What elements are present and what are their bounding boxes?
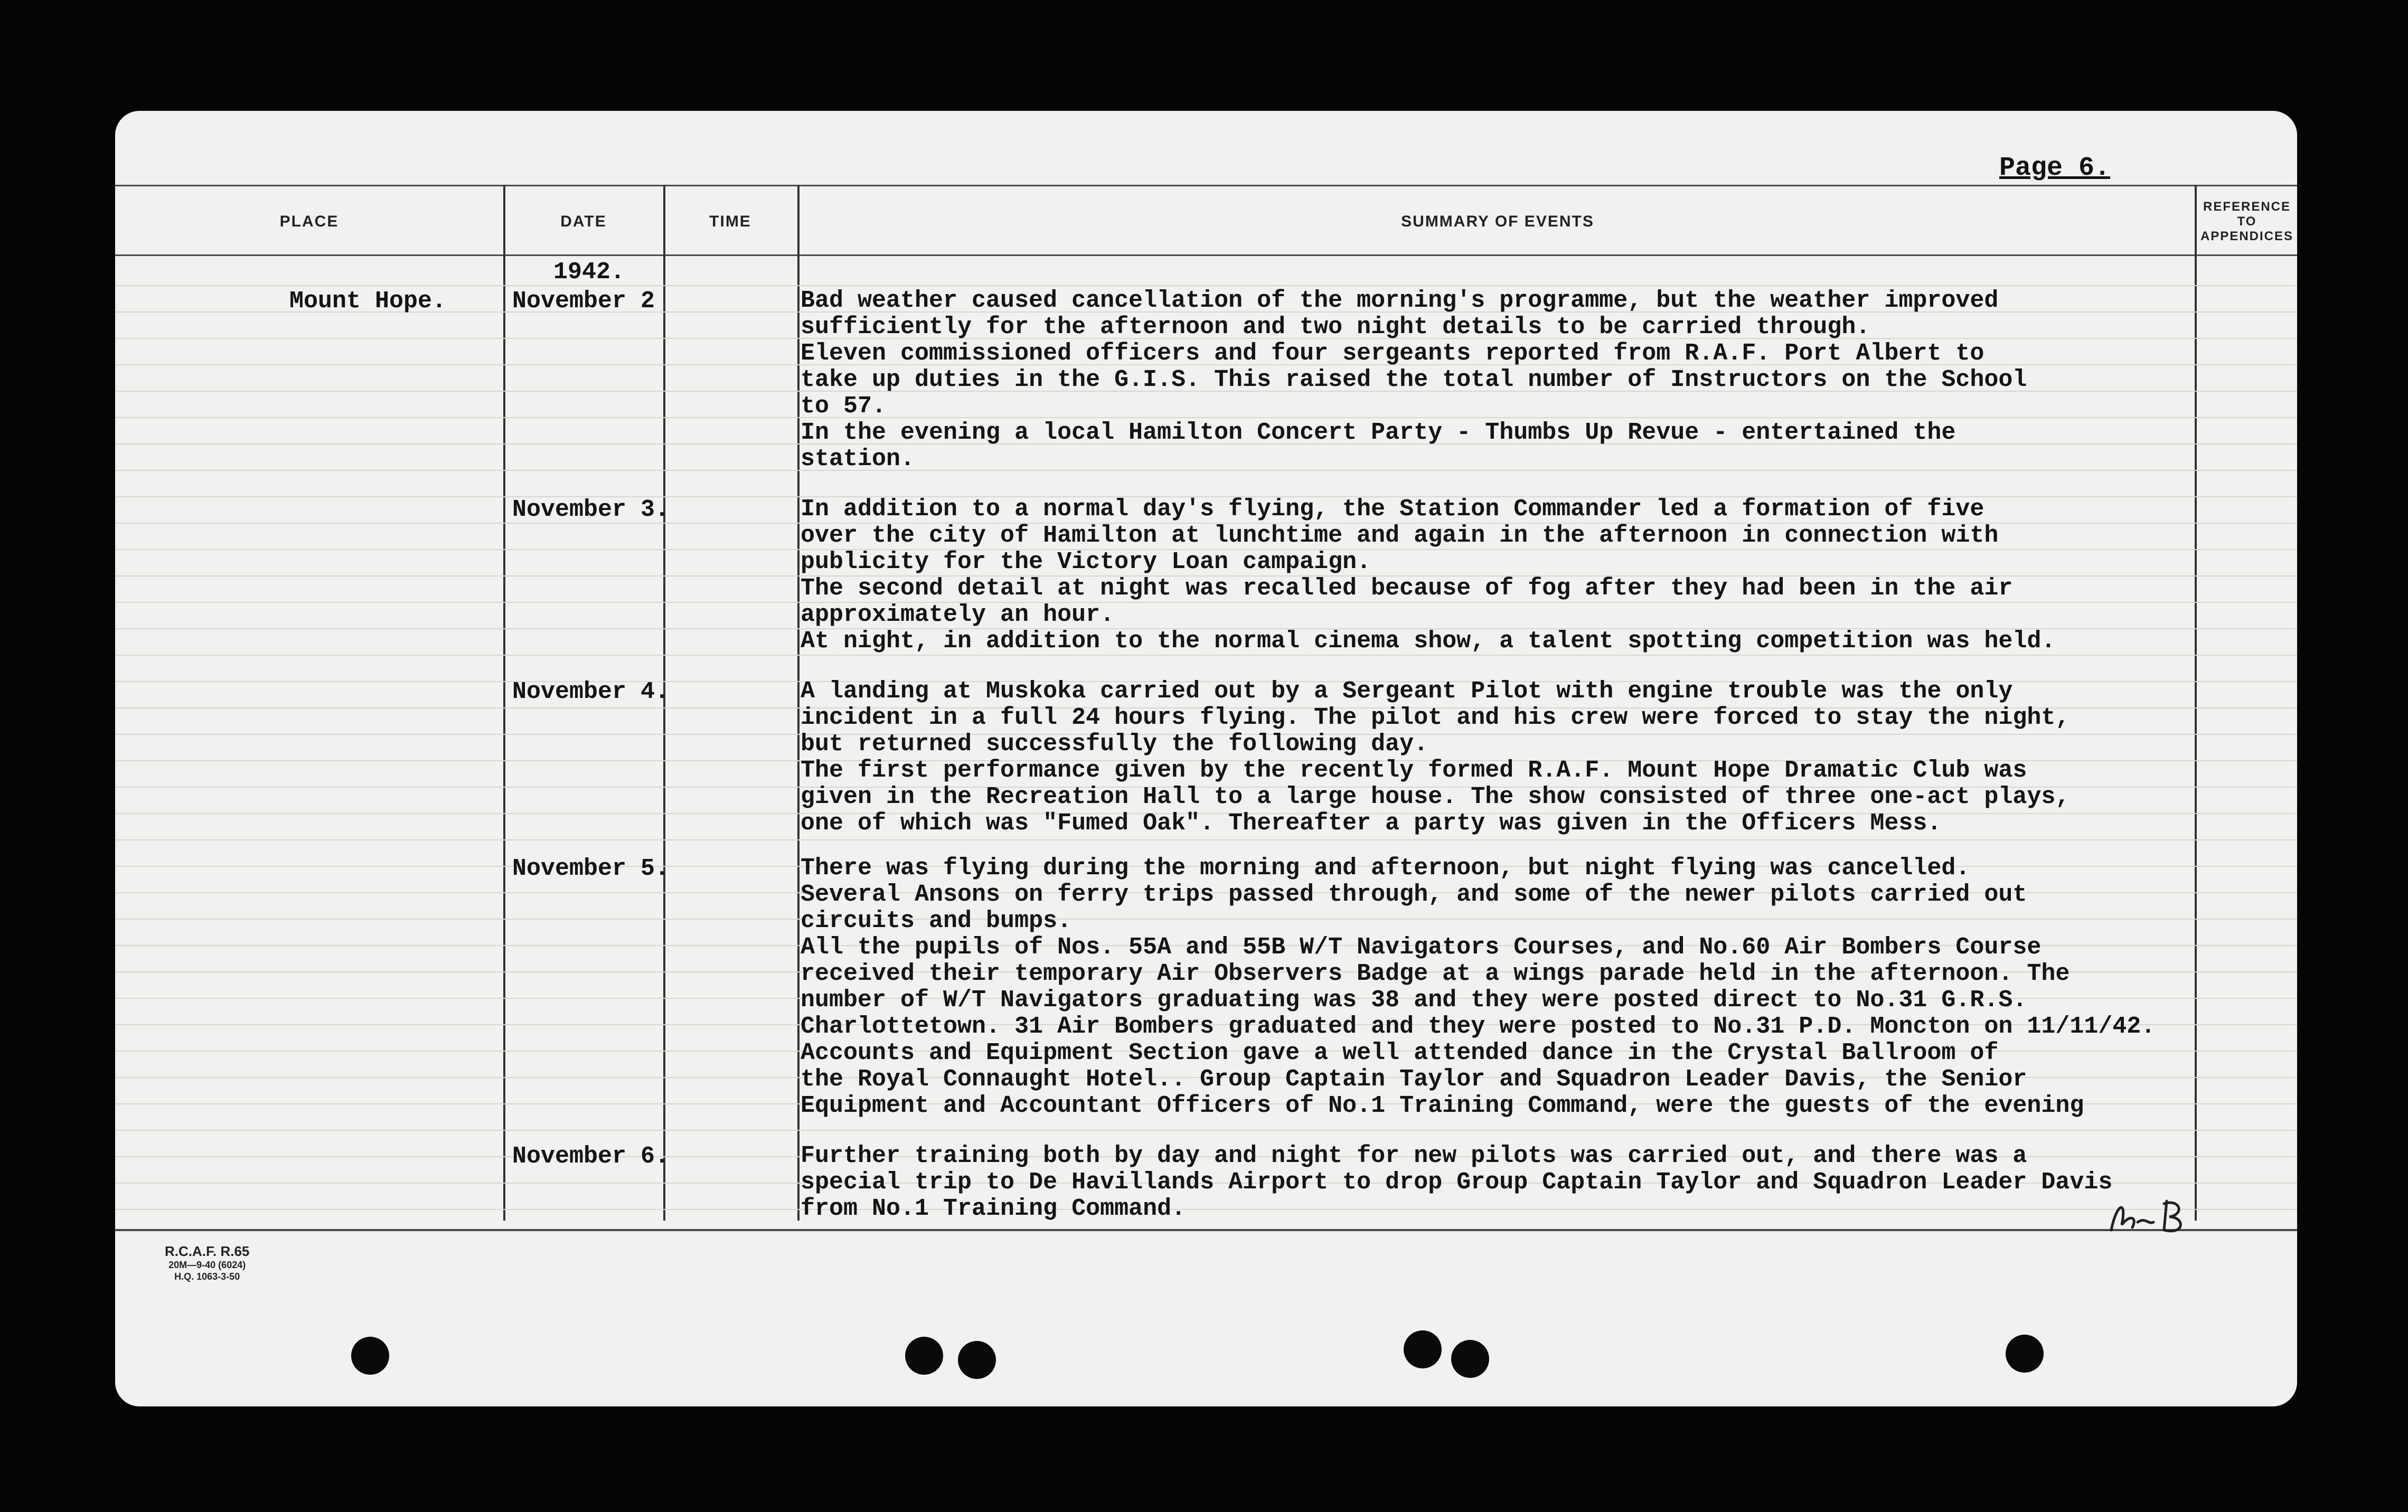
reference-header-line: REFERENCE (2203, 200, 2291, 214)
event-summary (801, 496, 2152, 655)
ruled-line (115, 839, 2297, 840)
diary-form-sheet (115, 111, 2297, 1406)
reference-header-line: TO (2237, 214, 2257, 229)
form-code-block (165, 1243, 249, 1282)
summary-line: The second detail at night was recalled because of fog after they had been in the air (801, 575, 2013, 602)
column-divider (797, 185, 799, 1221)
punch-hole (958, 1341, 996, 1379)
summary-line: received their temporary Air Observers Badge at a wings parade held in the afternoon. The (801, 960, 2070, 987)
summary-line: circuits and bumps. (801, 908, 1072, 934)
punch-hole (351, 1337, 389, 1375)
summary-line: number of W/T Navigators graduating was 38 and they were posted direct to No.31 G.R.S. (801, 987, 2027, 1014)
summary-line: In addition to a normal day's flying, the Station Commander led a formation of five (801, 496, 1984, 523)
summary-line: Equipment and Accountant Officers of No.1 Training Command, were the guests of the evening (801, 1092, 2084, 1119)
punch-hole (1404, 1330, 1442, 1368)
summary-line: given in the Recreation Hall to a large house. The show consisted of three one-act plays, (801, 783, 2070, 810)
summary-line: Bad weather caused cancellation of the morning's programme, but the weather improved (801, 287, 1999, 314)
ruled-line (115, 1130, 2297, 1131)
summary-line: There was flying during the morning and afternoon, but night flying was cancelled. (801, 855, 1970, 882)
summary-line: but returned successfully the following day. (801, 731, 1428, 758)
summary-line: approximately an hour. (801, 601, 1115, 628)
column-header-place: PLACE (279, 213, 339, 230)
summary-line: publicity for the Victory Loan campaign. (801, 549, 1371, 575)
summary-line: one of which was "Fumed Oak". Thereafter a party was given in the Officers Mess. (801, 810, 1942, 837)
column-header-time: TIME (709, 213, 751, 230)
summary-line: take up duties in the G.I.S. This raised the total number of Instructors on the School (801, 366, 2027, 393)
date-entry: November 2 (512, 288, 655, 315)
reference-header-line: APPENDICES (2200, 229, 2294, 243)
summary-line: over the city of Hamilton at lunchtime and again in the afternoon in connection with (801, 522, 1999, 549)
summary-line: In the evening a local Hamilton Concert Party - Thumbs Up Revue - entertained the (801, 419, 1956, 446)
ruled-line (115, 655, 2297, 656)
summary-line: Eleven commissioned officers and four sergeants reported from R.A.F. Port Albert to (801, 340, 1984, 367)
form-code: R.C.A.F. R.65 (165, 1243, 250, 1259)
form-print-line: H.Q. 1063-3-50 (174, 1271, 240, 1282)
place-entry: Mount Hope. (289, 288, 447, 315)
punch-hole (905, 1337, 943, 1375)
handwritten-initials (2106, 1193, 2212, 1241)
summary-line: Further training both by day and night for new pilots was carried out, and there was a (801, 1142, 2027, 1169)
column-header-reference (2197, 200, 2297, 244)
column-header-date: DATE (560, 213, 607, 230)
summary-line: Charlottetown. 31 Air Bombers graduated and they were posted to No.31 P.D. Moncton on 11/11/42. (801, 1013, 2156, 1040)
column-divider (503, 185, 505, 1221)
page-number: Page 6. (1999, 153, 2111, 183)
event-summary (801, 288, 2152, 472)
punch-hole (1451, 1340, 1489, 1378)
summary-line: from No.1 Training Command. (801, 1195, 1186, 1222)
date-entry: November 3. (512, 496, 670, 523)
summary-line: The first performance given by the recently formed R.A.F. Mount Hope Dramatic Club was (801, 757, 2027, 784)
punch-hole (2006, 1335, 2044, 1373)
summary-line: special trip to De Havillands Airport to drop Group Captain Taylor and Squadron Leader Davis (801, 1169, 2113, 1196)
summary-line: All the pupils of Nos. 55A and 55B W/T Navigators Courses, and No.60 Air Bombers Course (801, 934, 2042, 961)
footer-rule (115, 1229, 2297, 1231)
summary-line: A landing at Muskoka carried out by a Sergeant Pilot with engine trouble was the only (801, 678, 2013, 705)
header-bottom-rule (115, 254, 2297, 256)
date-entry: November 4. (512, 678, 670, 705)
summary-line: the Royal Connaught Hotel.. Group Captain Taylor and Squadron Leader Davis, the Senior (801, 1066, 2027, 1093)
event-summary (801, 678, 2152, 837)
date-entry: November 5. (512, 855, 670, 882)
form-print-line: 20M—9-40 (6024) (168, 1260, 246, 1270)
column-divider (2195, 185, 2197, 1221)
event-summary (801, 855, 2156, 1119)
event-summary (801, 1143, 2152, 1222)
date-entry: November 6. (512, 1143, 670, 1170)
summary-line: to 57. (801, 393, 887, 420)
summary-line: Accounts and Equipment Section gave a well attended dance in the Crystal Ballroom of (801, 1040, 1999, 1066)
summary-line: sufficiently for the afternoon and two night details to be carried through. (801, 314, 1870, 341)
summary-line: station. (801, 446, 915, 472)
year-entry: 1942. (553, 259, 625, 286)
summary-line: At night, in addition to the normal cinema show, a talent spotting competition was held. (801, 628, 2056, 655)
column-header-summary: SUMMARY OF EVENTS (1401, 213, 1594, 230)
summary-line: Several Ansons on ferry trips passed through, and some of the newer pilots carried out (801, 881, 2027, 908)
header-top-rule (115, 185, 2297, 186)
ruled-line (115, 285, 2297, 286)
summary-line: incident in a full 24 hours flying. The pilot and his crew were forced to stay the night, (801, 704, 2070, 731)
